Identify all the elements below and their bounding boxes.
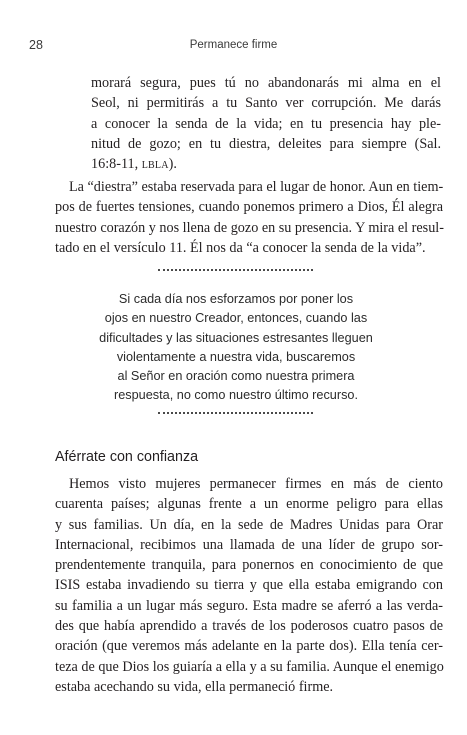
pull-quote-line: respuesta, no como nuestro último recurso. xyxy=(114,388,358,403)
pull-quote-line: ojos en nuestro Creador, entonces, cuando las xyxy=(104,311,368,326)
pull-quote-bottom-divider xyxy=(158,412,313,414)
quote-citation-version: lbla xyxy=(141,156,169,173)
scripture-quote xyxy=(91,73,441,174)
page-number: 28 xyxy=(29,38,43,52)
paragraph-line: oración (que veremos más adelante en la parte dos). Ella tenía cer- xyxy=(55,638,443,655)
section-heading: Aférrate con confianza xyxy=(55,449,199,465)
quote-line: a conocer la senda de la vida; en tu presencia hay ple- xyxy=(91,115,441,132)
paragraph-line: Hemos visto mujeres permanecer firmes en más de ciento xyxy=(69,476,443,492)
quote-line: nitud de gozo; en tu diestra, deleites para siempre (Sal. xyxy=(91,135,441,152)
pull-quote-line: dificultades y las situaciones estresantes lleguen xyxy=(99,330,373,345)
paragraph-line: pos de fuertes tensiones, cuando ponemos primero a Dios, Él alegra xyxy=(55,199,443,216)
paragraph-line: des que había aprendido a través de los poderosos cuatro pasos de xyxy=(55,618,443,635)
pull-quote-line: violentamente a nuestra vida, buscaremos xyxy=(116,349,356,364)
running-head: Permanece firme xyxy=(189,39,278,51)
quote-line: Seol, ni permitirás a tu Santo ver corrupción. Me darás xyxy=(91,95,441,112)
paragraph-line: La “diestra” estaba reservada para el lugar de honor. Aun en tiem- xyxy=(69,179,444,195)
paragraph-line: ISIS estaba invadiendo su tierra y que ella estaba emigrando con xyxy=(55,577,443,594)
paragraph-line: y sus familias. Un día, en la sede de Madres Unidas para Orar xyxy=(55,516,443,533)
paragraph-line: prendentemente tranquila, para ponernos en conocimiento de que xyxy=(55,557,443,574)
paragraph-line: su familia a un lugar más seguro. Esta madre se aferró a las verda- xyxy=(55,597,443,614)
paragraph-2 xyxy=(55,474,443,697)
quote-citation-end: ). xyxy=(168,156,177,173)
quote-citation: 16:8-11, xyxy=(91,156,142,173)
paragraph-line: teza de que Dios los guiaría a ella y a su familia. Aunque el enemigo xyxy=(55,658,444,675)
paragraph-line: nuestro corazón y nos llena de gozo en su presencia. Y mira el resul- xyxy=(55,219,444,236)
paragraph-line: cuarenta países; algunas frente a un enorme peligro para ellas xyxy=(55,496,443,513)
quote-line: morará segura, pues tú no abandonarás mi alma en el xyxy=(91,75,441,91)
pull-quote xyxy=(98,290,374,406)
quote-line xyxy=(91,154,441,174)
pull-quote-top-divider xyxy=(158,269,313,271)
paragraph-1 xyxy=(55,177,443,258)
pull-quote-line: Si cada día nos esforzamos por poner los xyxy=(118,292,354,306)
paragraph-line: Internacional, recibimos una llamada de una líder de grupo sor- xyxy=(55,536,443,553)
pull-quote-line: al Señor en oración como nuestra primera xyxy=(117,369,355,384)
paragraph-line: tado en el versículo 11. Él nos da “a conocer la senda de la vida”. xyxy=(55,239,426,256)
paragraph-line: estaba acechando su vida, ella permaneció firme. xyxy=(55,678,334,695)
